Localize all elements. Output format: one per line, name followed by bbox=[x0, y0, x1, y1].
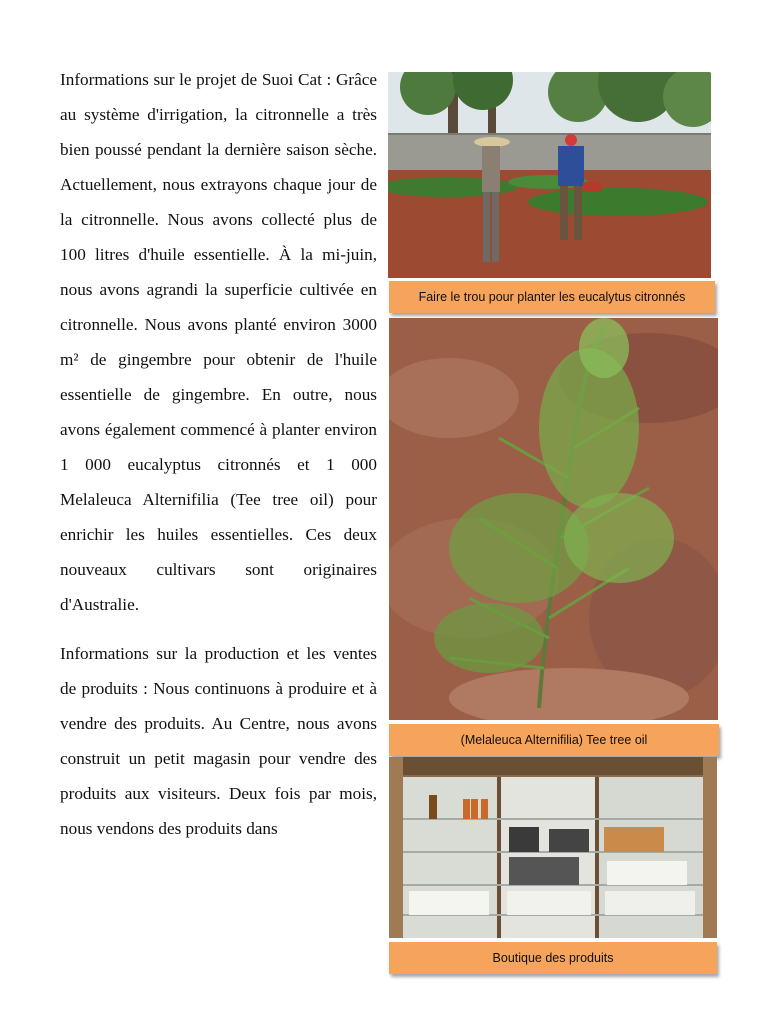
caption-digging: Faire le trou pour planter les eucalytus citronnés bbox=[389, 281, 715, 313]
caption-shop: Boutique des produits bbox=[389, 942, 717, 974]
article-text bbox=[60, 62, 377, 846]
caption-tea-tree: (Melaleuca Alternifilia) Tee tree oil bbox=[389, 724, 719, 756]
photo-shop bbox=[389, 757, 717, 938]
photo-digging bbox=[388, 72, 711, 278]
paragraph-production: Informations sur la production et les ventes de produits : Nous continuons à produire et à vendre des produits. Au Centre, nous avons construit un petit magasin pour vendre des produits aux visiteurs. Deux fois par mois, nous vendons des produits dans bbox=[60, 644, 377, 838]
photo-tea-tree bbox=[389, 318, 718, 720]
paragraph-project: Informations sur le projet de Suoi Cat : Grâce au système d'irrigation, la citronnelle a très bien poussé pendant la dernière saison sèche. Actuellement, nous extrayons chaque jour de la citronnelle. Nous avons collecté plus de 100 litres d'huile essentielle. À la mi-juin, nous avons agrandi la superficie cultivée en citronnelle. Nous avons planté environ 3000 m² de gingembre pour obtenir de l'huile essentielle de gingembre. En outre, nous avons également commencé à planter environ 1 000 eucalyptus citronnés et 1 000 Melaleuca Alternifilia (Tee tree oil) pour enrichir les huiles essentielles. Ces deux nouveaux cultivars sont originaires d'Australie. bbox=[60, 70, 377, 614]
